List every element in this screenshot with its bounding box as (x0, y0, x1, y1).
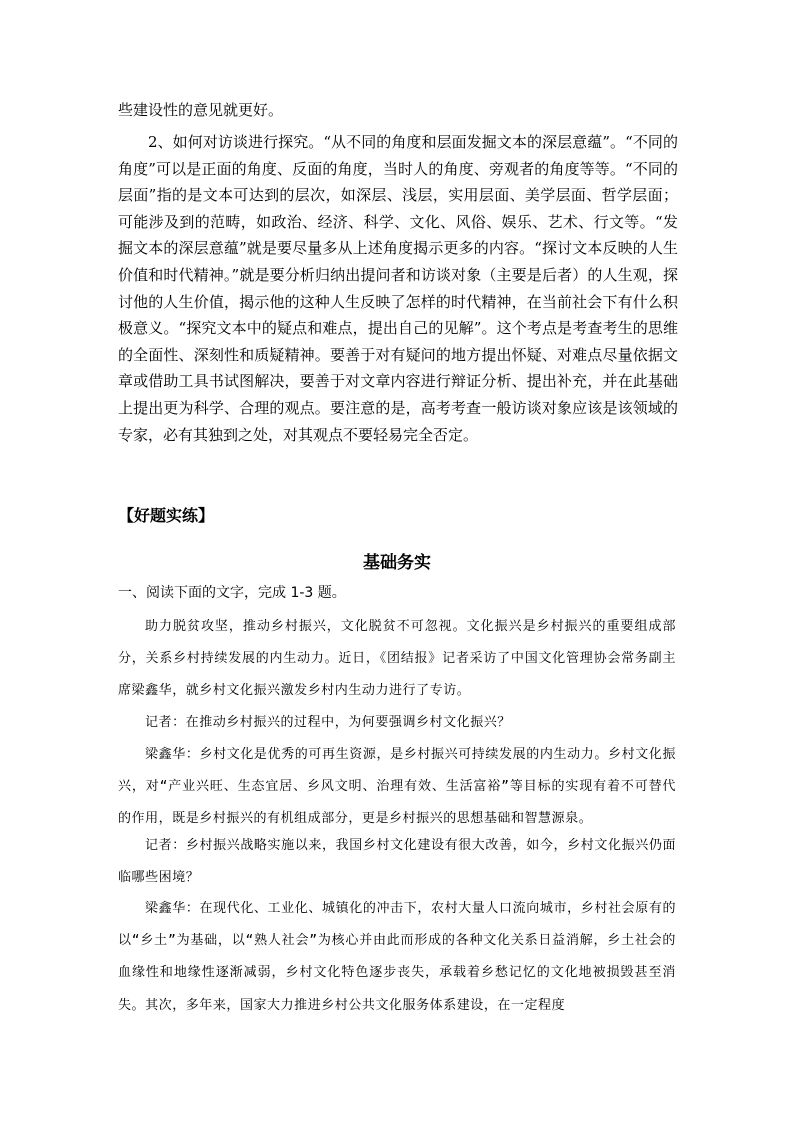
reading-paragraph-4: 记者：乡村振兴战略实施以来，我国乡村文化建设有很大改善，如今，乡村文化振兴仍面临哪些困境？ (118, 838, 676, 886)
paragraph-2: 2、如何对访谈进行探究。“从不同的角度和层面发掘文本的深层意蕴”。“不同的角度”可以是正面的角度、反面的角度，当时人的角度、旁观者的角度等等。“不同的层面”指的是文本可达到的层次，如深层、浅层，实用层面、美学层面、哲学层面；可能涉及到的范畴，如政治、经济、科学、文化、风俗、娱乐、艺术、行文等。“发掘文本的深层意蕴”就是要尽量多从上述角度揭示更多的内容。“探讨文本反映的人生价值和时代精神。”就是要分析归纳出提问者和访谈对象（主要是后者）的人生观，探讨他的人生价值，揭示他的这种人生反映了怎样的时代精神，在当前社会下有什么积极意义。“探究文本中的疑点和难点，提出自己的见解”。这个考点是考查考生的思维的全面性、深刻性和质疑精神。要善于对有疑问的地方提出怀疑、对难点尽量依据文章或借助工具书试图解决，要善于对文章内容进行辩证分析、提出补充，并在此基础上提出更为科学、合理的观点。要注意的是，高考考查一般访谈对象应该是该领域的专家，必有其独到之处，对其观点不要轻易完全否定。 (118, 133, 678, 444)
section-title: 基础务实 (363, 553, 431, 573)
section-label: 【好题实练】 (118, 506, 215, 525)
paragraph-continued: 些建设性的意见就更好。 (118, 101, 284, 119)
reading-paragraph-5: 梁鑫华：在现代化、工业化、城镇化的冲击下，农村大量人口流向城市，乡村社会原有的以“乡土”为基础，以“熟人社会”为核心并由此而形成的各种文化关系日益消解，乡土社会的血缘性和地缘性逐渐减弱，乡村文化特色逐步丧失，承载着乡愁记忆的文化地被损毁甚至消失。其次，多年来，国家大力推进乡村公共文化服务体系建设，在一定程度 (118, 901, 676, 1013)
question-intro: 一、阅读下面的文字，完成 1-3 题。 (118, 585, 346, 601)
reading-paragraph-3: 梁鑫华：乡村文化是优秀的可再生资源，是乡村振兴可持续发展的内生动力。乡村文化振兴，对“产业兴旺、生态宜居、乡风文明、治理有效、生活富裕”等目标的实现有着不可替代的作用，既是乡村振兴的有机组成部分，更是乡村振兴的思想基础和智慧源泉。 (118, 747, 676, 827)
reading-paragraph-1: 助力脱贫攻坚，推动乡村振兴，文化脱贫不可忽视。文化振兴是乡村振兴的重要组成部分，关系乡村持续发展的内生动力。近日，《团结报》记者采访了中国文化管理协会常务副主席梁鑫华，就乡村文化振兴激发乡村内生动力进行了专访。 (118, 619, 676, 699)
reading-paragraph-2: 记者：在推动乡村振兴的过程中，为何要强调乡村文化振兴？ (145, 715, 511, 730)
